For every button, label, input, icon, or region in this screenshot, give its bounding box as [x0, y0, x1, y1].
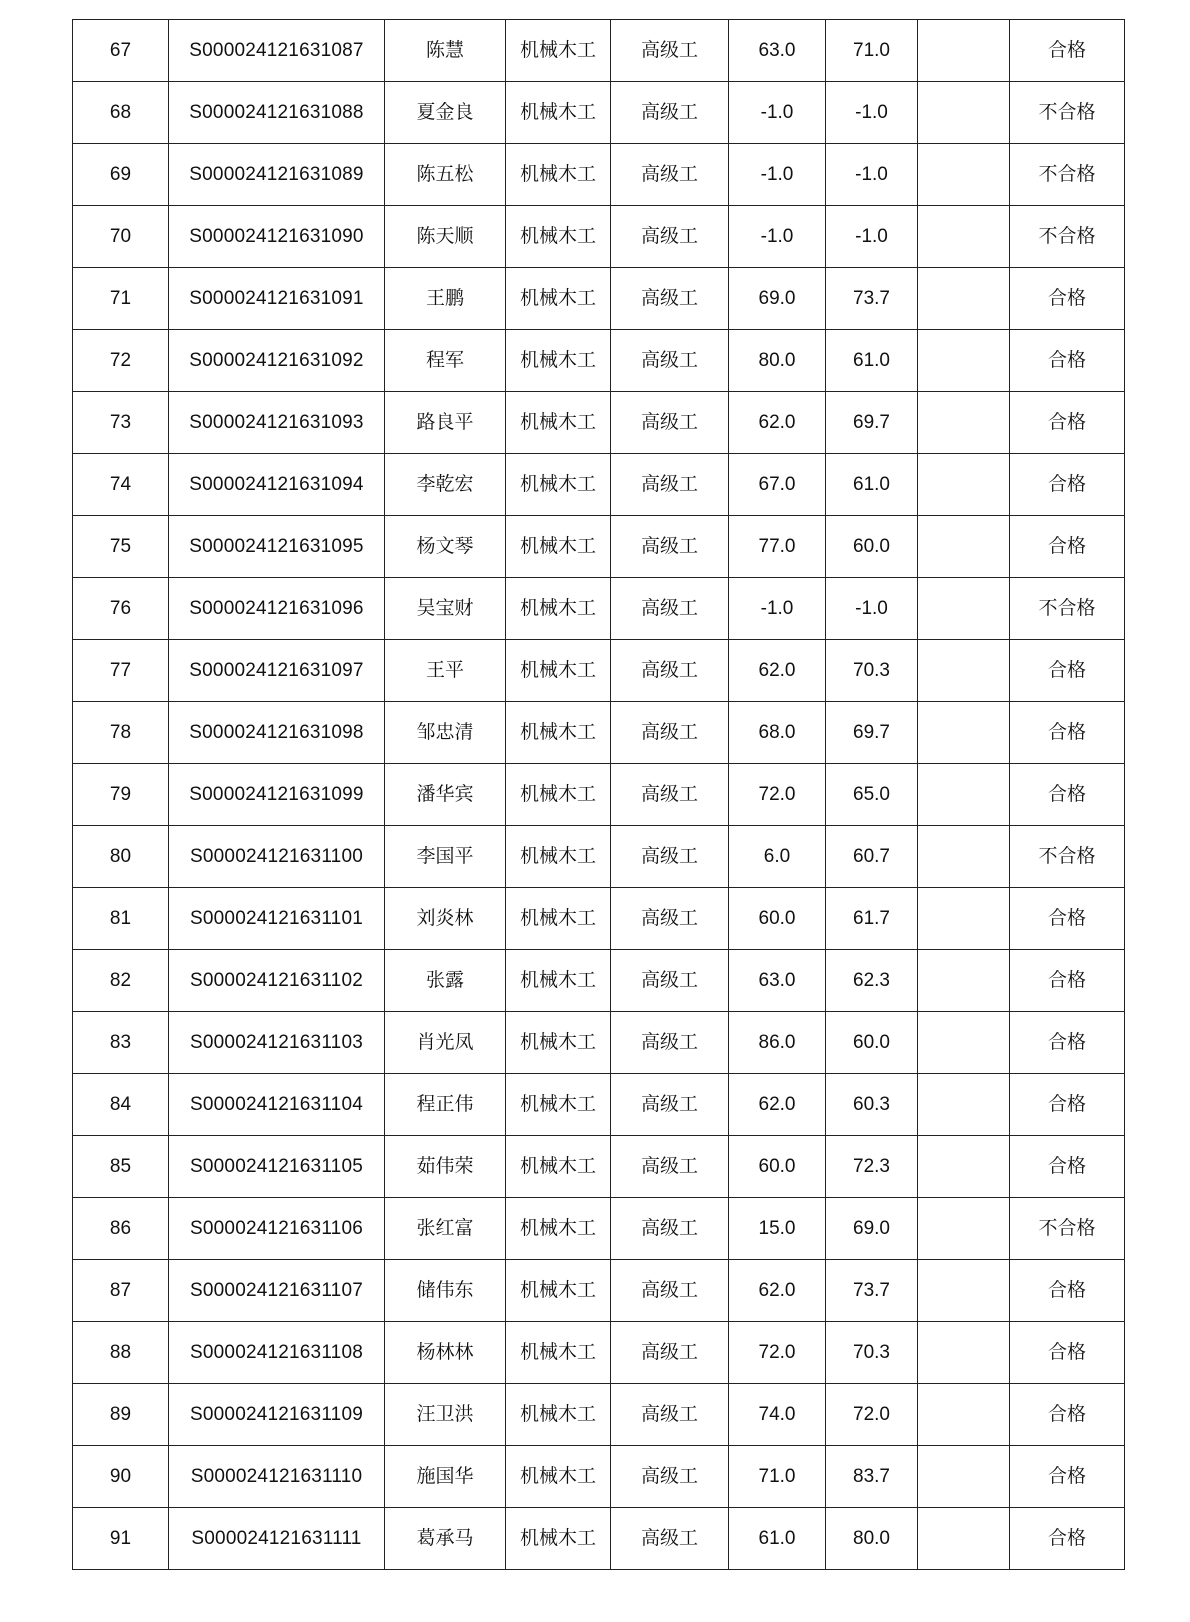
table-row: [73, 826, 1125, 888]
level-cell: 高级工: [611, 888, 729, 950]
table-row: [73, 1322, 1125, 1384]
table-row: [73, 950, 1125, 1012]
candidate-name-cell: 李国平: [385, 826, 506, 888]
table-row: [73, 1198, 1125, 1260]
result-cell: 合格: [1010, 1074, 1125, 1136]
result-cell: 不合格: [1010, 144, 1125, 206]
theory-score-cell: 69.0: [729, 268, 826, 330]
result-cell: 合格: [1010, 1012, 1125, 1074]
theory-score-cell: 6.0: [729, 826, 826, 888]
results-table-body: [73, 20, 1125, 1570]
theory-score-cell: 62.0: [729, 1074, 826, 1136]
theory-score-cell: -1.0: [729, 82, 826, 144]
level-cell: 高级工: [611, 144, 729, 206]
table-row: [73, 578, 1125, 640]
result-cell: 合格: [1010, 454, 1125, 516]
result-cell: 合格: [1010, 640, 1125, 702]
candidate-name-cell: 潘华宾: [385, 764, 506, 826]
practice-score-cell: 69.0: [826, 1198, 918, 1260]
row-number-cell: 70: [73, 206, 169, 268]
candidate-name-cell: 路良平: [385, 392, 506, 454]
practice-score-cell: -1.0: [826, 144, 918, 206]
level-cell: 高级工: [611, 82, 729, 144]
row-number-cell: 80: [73, 826, 169, 888]
theory-score-cell: 67.0: [729, 454, 826, 516]
result-cell: 合格: [1010, 764, 1125, 826]
practice-score-cell: 73.7: [826, 1260, 918, 1322]
table-row: [73, 144, 1125, 206]
row-number-cell: 68: [73, 82, 169, 144]
candidate-name-cell: 汪卫洪: [385, 1384, 506, 1446]
theory-score-cell: 72.0: [729, 764, 826, 826]
remark-cell: [918, 950, 1010, 1012]
candidate-name-cell: 杨文琴: [385, 516, 506, 578]
trade-cell: 机械木工: [506, 454, 611, 516]
practice-score-cell: 71.0: [826, 20, 918, 82]
row-number-cell: 77: [73, 640, 169, 702]
result-cell: 不合格: [1010, 578, 1125, 640]
row-number-cell: 79: [73, 764, 169, 826]
table-row: [73, 1074, 1125, 1136]
table-row: [73, 1012, 1125, 1074]
result-cell: 合格: [1010, 330, 1125, 392]
practice-score-cell: 70.3: [826, 640, 918, 702]
candidate-name-cell: 吴宝财: [385, 578, 506, 640]
table-row: [73, 764, 1125, 826]
trade-cell: 机械木工: [506, 702, 611, 764]
candidate-id-cell: S000024121631088: [169, 82, 385, 144]
result-cell: 不合格: [1010, 1198, 1125, 1260]
result-cell: 不合格: [1010, 206, 1125, 268]
row-number-cell: 86: [73, 1198, 169, 1260]
level-cell: 高级工: [611, 1384, 729, 1446]
trade-cell: 机械木工: [506, 330, 611, 392]
theory-score-cell: 68.0: [729, 702, 826, 764]
remark-cell: [918, 454, 1010, 516]
remark-cell: [918, 702, 1010, 764]
result-cell: 合格: [1010, 702, 1125, 764]
row-number-cell: 67: [73, 20, 169, 82]
candidate-name-cell: 刘炎林: [385, 888, 506, 950]
theory-score-cell: 71.0: [729, 1446, 826, 1508]
candidate-id-cell: S000024121631092: [169, 330, 385, 392]
candidate-id-cell: S000024121631105: [169, 1136, 385, 1198]
level-cell: 高级工: [611, 268, 729, 330]
practice-score-cell: 69.7: [826, 702, 918, 764]
table-row: [73, 330, 1125, 392]
candidate-name-cell: 陈五松: [385, 144, 506, 206]
result-cell: 合格: [1010, 1384, 1125, 1446]
candidate-name-cell: 储伟东: [385, 1260, 506, 1322]
practice-score-cell: -1.0: [826, 578, 918, 640]
candidate-id-cell: S000024121631108: [169, 1322, 385, 1384]
remark-cell: [918, 1260, 1010, 1322]
table-row: [73, 888, 1125, 950]
candidate-id-cell: S000024121631102: [169, 950, 385, 1012]
trade-cell: 机械木工: [506, 82, 611, 144]
table-row: [73, 392, 1125, 454]
practice-score-cell: 69.7: [826, 392, 918, 454]
result-cell: 不合格: [1010, 826, 1125, 888]
trade-cell: 机械木工: [506, 578, 611, 640]
table-row: [73, 82, 1125, 144]
theory-score-cell: -1.0: [729, 144, 826, 206]
table-row: [73, 1508, 1125, 1570]
row-number-cell: 75: [73, 516, 169, 578]
level-cell: 高级工: [611, 1260, 729, 1322]
result-cell: 合格: [1010, 1136, 1125, 1198]
results-sheet: [72, 19, 1124, 1570]
theory-score-cell: 74.0: [729, 1384, 826, 1446]
remark-cell: [918, 1322, 1010, 1384]
practice-score-cell: 83.7: [826, 1446, 918, 1508]
row-number-cell: 84: [73, 1074, 169, 1136]
result-cell: 合格: [1010, 888, 1125, 950]
level-cell: 高级工: [611, 206, 729, 268]
candidate-id-cell: S000024121631111: [169, 1508, 385, 1570]
remark-cell: [918, 764, 1010, 826]
result-cell: 合格: [1010, 516, 1125, 578]
theory-score-cell: 62.0: [729, 640, 826, 702]
candidate-id-cell: S000024121631107: [169, 1260, 385, 1322]
row-number-cell: 81: [73, 888, 169, 950]
remark-cell: [918, 516, 1010, 578]
row-number-cell: 72: [73, 330, 169, 392]
theory-score-cell: 60.0: [729, 888, 826, 950]
theory-score-cell: 72.0: [729, 1322, 826, 1384]
trade-cell: 机械木工: [506, 1198, 611, 1260]
table-row: [73, 1260, 1125, 1322]
remark-cell: [918, 826, 1010, 888]
practice-score-cell: 61.0: [826, 454, 918, 516]
table-row: [73, 1384, 1125, 1446]
practice-score-cell: 73.7: [826, 268, 918, 330]
table-row: [73, 516, 1125, 578]
theory-score-cell: 62.0: [729, 392, 826, 454]
trade-cell: 机械木工: [506, 640, 611, 702]
practice-score-cell: 60.0: [826, 1012, 918, 1074]
remark-cell: [918, 1446, 1010, 1508]
level-cell: 高级工: [611, 1136, 729, 1198]
candidate-id-cell: S000024121631097: [169, 640, 385, 702]
candidate-id-cell: S000024121631099: [169, 764, 385, 826]
candidate-id-cell: S000024121631096: [169, 578, 385, 640]
candidate-id-cell: S000024121631098: [169, 702, 385, 764]
trade-cell: 机械木工: [506, 1384, 611, 1446]
practice-score-cell: 65.0: [826, 764, 918, 826]
trade-cell: 机械木工: [506, 764, 611, 826]
candidate-id-cell: S000024121631100: [169, 826, 385, 888]
theory-score-cell: -1.0: [729, 578, 826, 640]
candidate-name-cell: 杨林林: [385, 1322, 506, 1384]
trade-cell: 机械木工: [506, 516, 611, 578]
practice-score-cell: 61.7: [826, 888, 918, 950]
remark-cell: [918, 82, 1010, 144]
row-number-cell: 73: [73, 392, 169, 454]
result-cell: 合格: [1010, 1446, 1125, 1508]
trade-cell: 机械木工: [506, 1136, 611, 1198]
trade-cell: 机械木工: [506, 888, 611, 950]
remark-cell: [918, 20, 1010, 82]
theory-score-cell: 62.0: [729, 1260, 826, 1322]
candidate-name-cell: 张露: [385, 950, 506, 1012]
practice-score-cell: -1.0: [826, 206, 918, 268]
theory-score-cell: 15.0: [729, 1198, 826, 1260]
trade-cell: 机械木工: [506, 1074, 611, 1136]
level-cell: 高级工: [611, 516, 729, 578]
theory-score-cell: 60.0: [729, 1136, 826, 1198]
candidate-id-cell: S000024121631109: [169, 1384, 385, 1446]
theory-score-cell: 77.0: [729, 516, 826, 578]
row-number-cell: 82: [73, 950, 169, 1012]
remark-cell: [918, 1012, 1010, 1074]
row-number-cell: 69: [73, 144, 169, 206]
row-number-cell: 85: [73, 1136, 169, 1198]
theory-score-cell: 61.0: [729, 1508, 826, 1570]
trade-cell: 机械木工: [506, 268, 611, 330]
practice-score-cell: 72.0: [826, 1384, 918, 1446]
remark-cell: [918, 144, 1010, 206]
table-row: [73, 20, 1125, 82]
trade-cell: 机械木工: [506, 1322, 611, 1384]
practice-score-cell: 80.0: [826, 1508, 918, 1570]
level-cell: 高级工: [611, 1012, 729, 1074]
row-number-cell: 88: [73, 1322, 169, 1384]
candidate-name-cell: 张红富: [385, 1198, 506, 1260]
trade-cell: 机械木工: [506, 392, 611, 454]
level-cell: 高级工: [611, 764, 729, 826]
result-cell: 合格: [1010, 268, 1125, 330]
row-number-cell: 76: [73, 578, 169, 640]
candidate-id-cell: S000024121631103: [169, 1012, 385, 1074]
level-cell: 高级工: [611, 578, 729, 640]
trade-cell: 机械木工: [506, 1446, 611, 1508]
candidate-id-cell: S000024121631091: [169, 268, 385, 330]
theory-score-cell: 63.0: [729, 20, 826, 82]
candidate-id-cell: S000024121631101: [169, 888, 385, 950]
candidate-name-cell: 王鹏: [385, 268, 506, 330]
result-cell: 合格: [1010, 1322, 1125, 1384]
trade-cell: 机械木工: [506, 144, 611, 206]
candidate-id-cell: S000024121631095: [169, 516, 385, 578]
candidate-name-cell: 陈慧: [385, 20, 506, 82]
remark-cell: [918, 1074, 1010, 1136]
remark-cell: [918, 392, 1010, 454]
practice-score-cell: 60.3: [826, 1074, 918, 1136]
table-row: [73, 206, 1125, 268]
row-number-cell: 78: [73, 702, 169, 764]
candidate-id-cell: S000024121631106: [169, 1198, 385, 1260]
result-cell: 合格: [1010, 950, 1125, 1012]
trade-cell: 机械木工: [506, 1508, 611, 1570]
table-row: [73, 1446, 1125, 1508]
trade-cell: 机械木工: [506, 1260, 611, 1322]
remark-cell: [918, 888, 1010, 950]
trade-cell: 机械木工: [506, 206, 611, 268]
practice-score-cell: 70.3: [826, 1322, 918, 1384]
remark-cell: [918, 206, 1010, 268]
practice-score-cell: 72.3: [826, 1136, 918, 1198]
level-cell: 高级工: [611, 454, 729, 516]
row-number-cell: 87: [73, 1260, 169, 1322]
remark-cell: [918, 1384, 1010, 1446]
candidate-name-cell: 李乾宏: [385, 454, 506, 516]
row-number-cell: 74: [73, 454, 169, 516]
level-cell: 高级工: [611, 20, 729, 82]
practice-score-cell: 61.0: [826, 330, 918, 392]
level-cell: 高级工: [611, 702, 729, 764]
row-number-cell: 83: [73, 1012, 169, 1074]
remark-cell: [918, 1198, 1010, 1260]
table-row: [73, 268, 1125, 330]
remark-cell: [918, 640, 1010, 702]
practice-score-cell: 62.3: [826, 950, 918, 1012]
candidate-name-cell: 程正伟: [385, 1074, 506, 1136]
level-cell: 高级工: [611, 1074, 729, 1136]
level-cell: 高级工: [611, 826, 729, 888]
level-cell: 高级工: [611, 330, 729, 392]
candidate-name-cell: 茹伟荣: [385, 1136, 506, 1198]
candidate-id-cell: S000024121631087: [169, 20, 385, 82]
candidate-name-cell: 邹忠清: [385, 702, 506, 764]
candidate-id-cell: S000024121631110: [169, 1446, 385, 1508]
theory-score-cell: 86.0: [729, 1012, 826, 1074]
results-table: [72, 19, 1125, 1570]
level-cell: 高级工: [611, 1198, 729, 1260]
theory-score-cell: 80.0: [729, 330, 826, 392]
candidate-id-cell: S000024121631089: [169, 144, 385, 206]
level-cell: 高级工: [611, 950, 729, 1012]
candidate-id-cell: S000024121631104: [169, 1074, 385, 1136]
candidate-id-cell: S000024121631094: [169, 454, 385, 516]
trade-cell: 机械木工: [506, 1012, 611, 1074]
result-cell: 合格: [1010, 1508, 1125, 1570]
table-row: [73, 640, 1125, 702]
trade-cell: 机械木工: [506, 950, 611, 1012]
candidate-id-cell: S000024121631093: [169, 392, 385, 454]
candidate-name-cell: 夏金良: [385, 82, 506, 144]
table-row: [73, 1136, 1125, 1198]
row-number-cell: 90: [73, 1446, 169, 1508]
row-number-cell: 91: [73, 1508, 169, 1570]
practice-score-cell: 60.0: [826, 516, 918, 578]
level-cell: 高级工: [611, 640, 729, 702]
candidate-name-cell: 葛承马: [385, 1508, 506, 1570]
candidate-name-cell: 程军: [385, 330, 506, 392]
remark-cell: [918, 330, 1010, 392]
result-cell: 合格: [1010, 20, 1125, 82]
row-number-cell: 71: [73, 268, 169, 330]
candidate-name-cell: 王平: [385, 640, 506, 702]
result-cell: 合格: [1010, 392, 1125, 454]
table-row: [73, 702, 1125, 764]
remark-cell: [918, 1508, 1010, 1570]
row-number-cell: 89: [73, 1384, 169, 1446]
candidate-name-cell: 陈天顺: [385, 206, 506, 268]
trade-cell: 机械木工: [506, 20, 611, 82]
result-cell: 合格: [1010, 1260, 1125, 1322]
candidate-name-cell: 肖光凤: [385, 1012, 506, 1074]
level-cell: 高级工: [611, 1508, 729, 1570]
remark-cell: [918, 1136, 1010, 1198]
table-row: [73, 454, 1125, 516]
candidate-name-cell: 施国华: [385, 1446, 506, 1508]
level-cell: 高级工: [611, 392, 729, 454]
practice-score-cell: 60.7: [826, 826, 918, 888]
level-cell: 高级工: [611, 1446, 729, 1508]
result-cell: 不合格: [1010, 82, 1125, 144]
level-cell: 高级工: [611, 1322, 729, 1384]
remark-cell: [918, 268, 1010, 330]
remark-cell: [918, 578, 1010, 640]
trade-cell: 机械木工: [506, 826, 611, 888]
practice-score-cell: -1.0: [826, 82, 918, 144]
theory-score-cell: 63.0: [729, 950, 826, 1012]
theory-score-cell: -1.0: [729, 206, 826, 268]
candidate-id-cell: S000024121631090: [169, 206, 385, 268]
